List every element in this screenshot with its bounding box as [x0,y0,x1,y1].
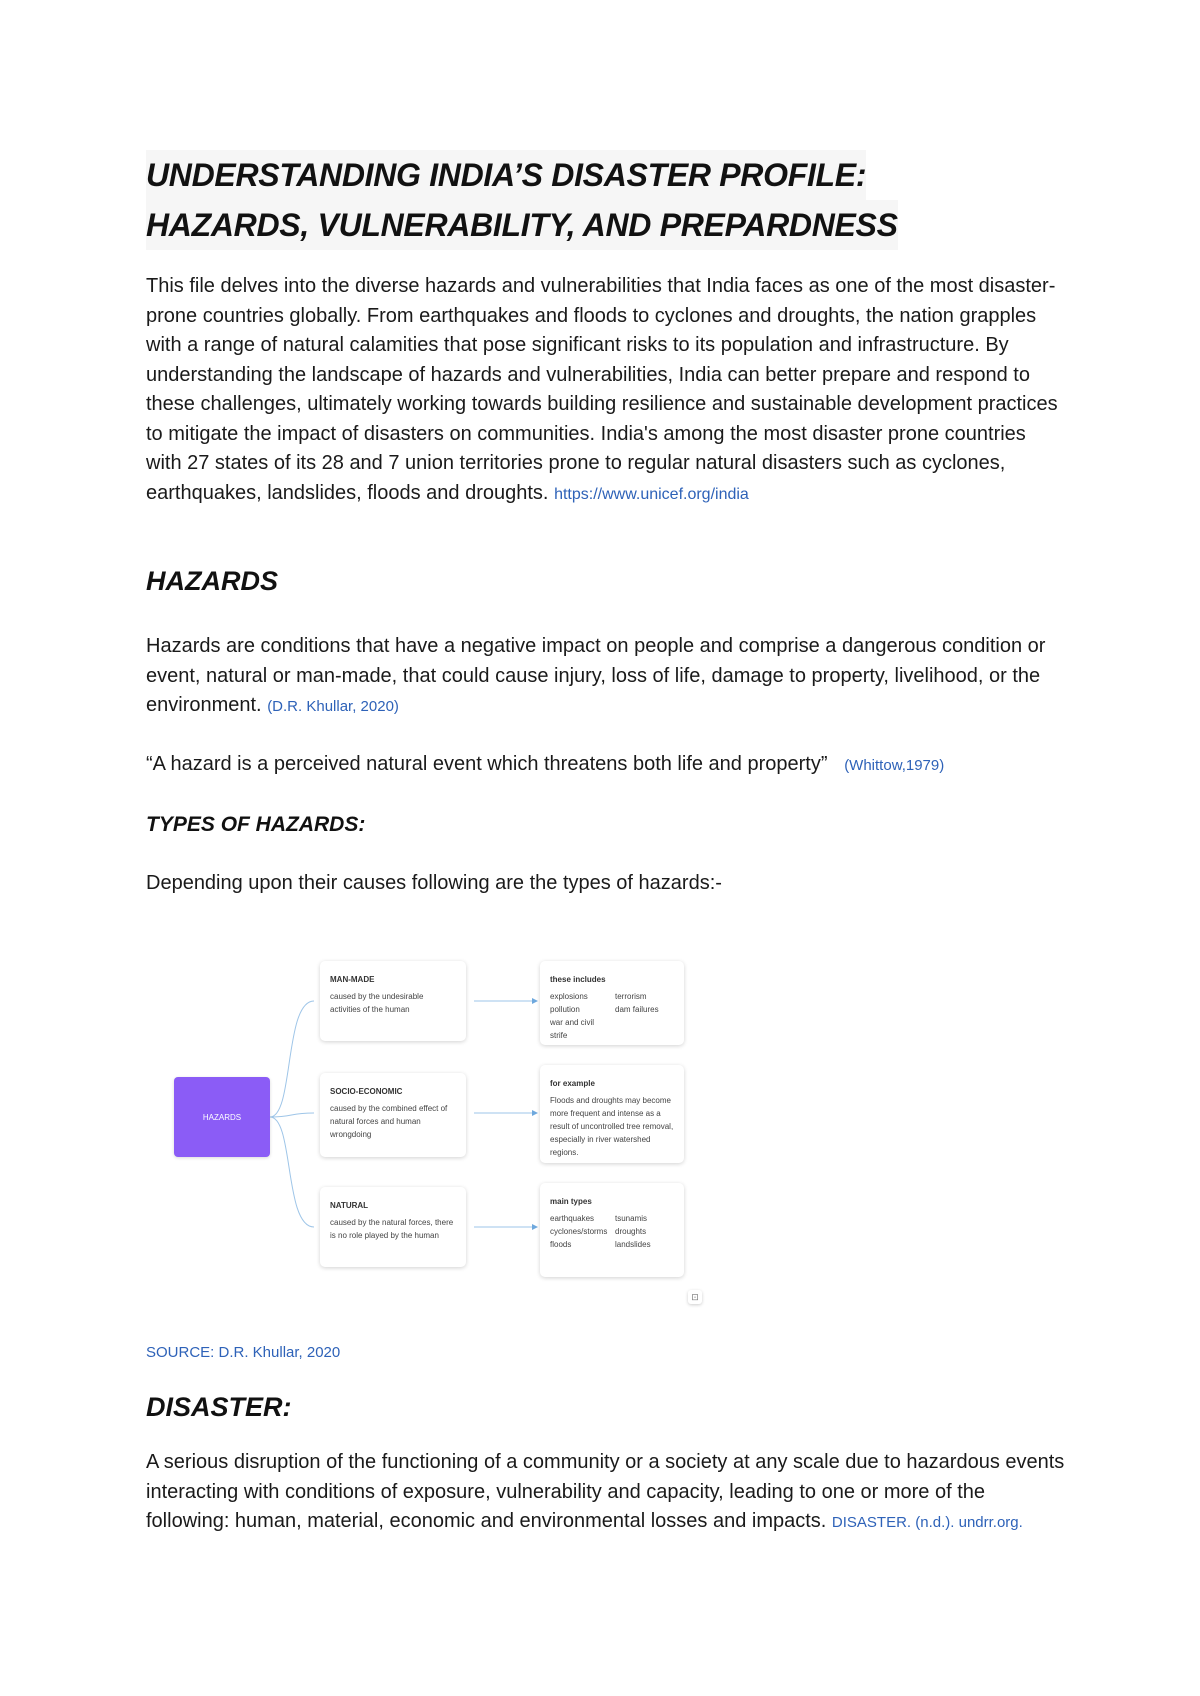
whittow-citation: (Whittow,1979) [844,757,945,774]
connector-hub-manmade [270,1001,314,1117]
hazards-definition-text: Hazards are conditions that have a negative impact on people and comprise a dangerous condition or event, natural or man-made, that could cause injury, loss of life, damage to property, livelihood, or the environment. [146,635,1046,716]
detail-item: cyclones/storms [550,1227,608,1236]
detail-item: terrorism [615,992,647,1001]
socio-economic-detail-node[interactable] [540,1065,684,1163]
socio-economic-node[interactable] [320,1073,466,1157]
detail-item: tsunamis [615,1214,648,1223]
khullar-citation: (D.R. Khullar, 2020) [267,698,399,715]
connector-hub-natural [270,1117,314,1227]
undrr-citation: DISASTER. (n.d.). undrr.org. [831,1514,1023,1531]
detail-item: earthquakes [550,1214,595,1223]
detail-item: war and civil strife [550,1018,595,1040]
intro-paragraph [146,272,1066,509]
natural-desc: caused by the natural forces, there is no role played by the human [330,1218,454,1240]
detail-item: pollution [550,1005,580,1014]
intro-text: This file delves into the diverse hazards and vulnerabilities that India faces as one of the most disaster-prone countries globally. From earthquakes and floods to cyclones and droughts, the nation grapples with a range of natural calamities that pose significant risks to its population and infrastructure. By understanding the landscape of hazards and vulnerabilities, India can better prepare and respond to these challenges, ultimately working towards building resilience and sustainable development practices to mitigate the impact of disasters on communities. India's among the most disaster prone countries with 27 states of its 28 and 7 union territories prone to regular natural disasters such as cyclones, earthquakes, landslides, floods and droughts. [146,275,1058,504]
hazards-mindmap [174,955,734,1315]
hazards-definition [146,632,1066,722]
hazards-hub-node[interactable]: HAZARDS [174,1077,270,1157]
hazard-quote-text: “A hazard is a perceived natural event which threatens both life and property” [146,753,828,775]
detail-item: floods [550,1240,572,1249]
manmade-detail-node[interactable] [540,961,684,1045]
manmade-desc: caused by the undesirable activities of the human [330,992,424,1014]
hazard-quote [146,750,1066,781]
detail-item: dam failures [615,1005,659,1014]
socio-economic-detail-text: Floods and droughts may become more frequent and intense as a result of uncontrolled tree removal, especially in river watershed regions. [550,1096,674,1157]
disaster-definition-text: A serious disruption of the functioning of a community or a society at any scale due to hazardous events interacting with conditions of exposure, vulnerability and capacity, leading to one or more of the following: human, material, economic and environmental losses and impacts. [146,1451,1065,1532]
detail-item: droughts [615,1227,647,1236]
diagram-source: SOURCE: D.R. Khullar, 2020 [146,1344,341,1361]
socio-economic-title: SOCIO-ECONOMIC [330,1087,403,1096]
natural-detail-list [550,1212,674,1251]
disaster-definition [146,1448,1066,1538]
natural-detail-title: main types [550,1197,592,1206]
natural-title: NATURAL [330,1201,369,1210]
expand-icon[interactable]: ⊡ [688,1290,702,1304]
natural-node[interactable] [320,1187,466,1267]
socio-economic-desc: caused by the combined effect of natural forces and human wrongdoing [330,1104,448,1139]
unicef-link[interactable]: https://www.unicef.org/india [554,485,749,503]
types-intro: Depending upon their causes following are the types of hazards:- [146,872,722,894]
hazards-heading: HAZARDS [146,566,278,596]
manmade-title: MAN-MADE [330,975,375,984]
manmade-detail-title: these includes [550,975,606,984]
socio-economic-detail-title: for example [550,1079,595,1088]
detail-item: explosions [550,992,588,1001]
types-heading: TYPES OF HAZARDS: [146,813,366,836]
document-title [146,150,1046,250]
manmade-node[interactable] [320,961,466,1041]
title-line-2: HAZARDS, VULNERABILITY, AND PREPARDNESS [146,200,898,250]
manmade-detail-list [550,990,674,1042]
title-line-1: UNDERSTANDING INDIA’S DISASTER PROFILE: [146,150,866,200]
natural-detail-node[interactable] [540,1183,684,1277]
detail-item: landslides [615,1240,651,1249]
disaster-heading: DISASTER: [146,1392,292,1422]
